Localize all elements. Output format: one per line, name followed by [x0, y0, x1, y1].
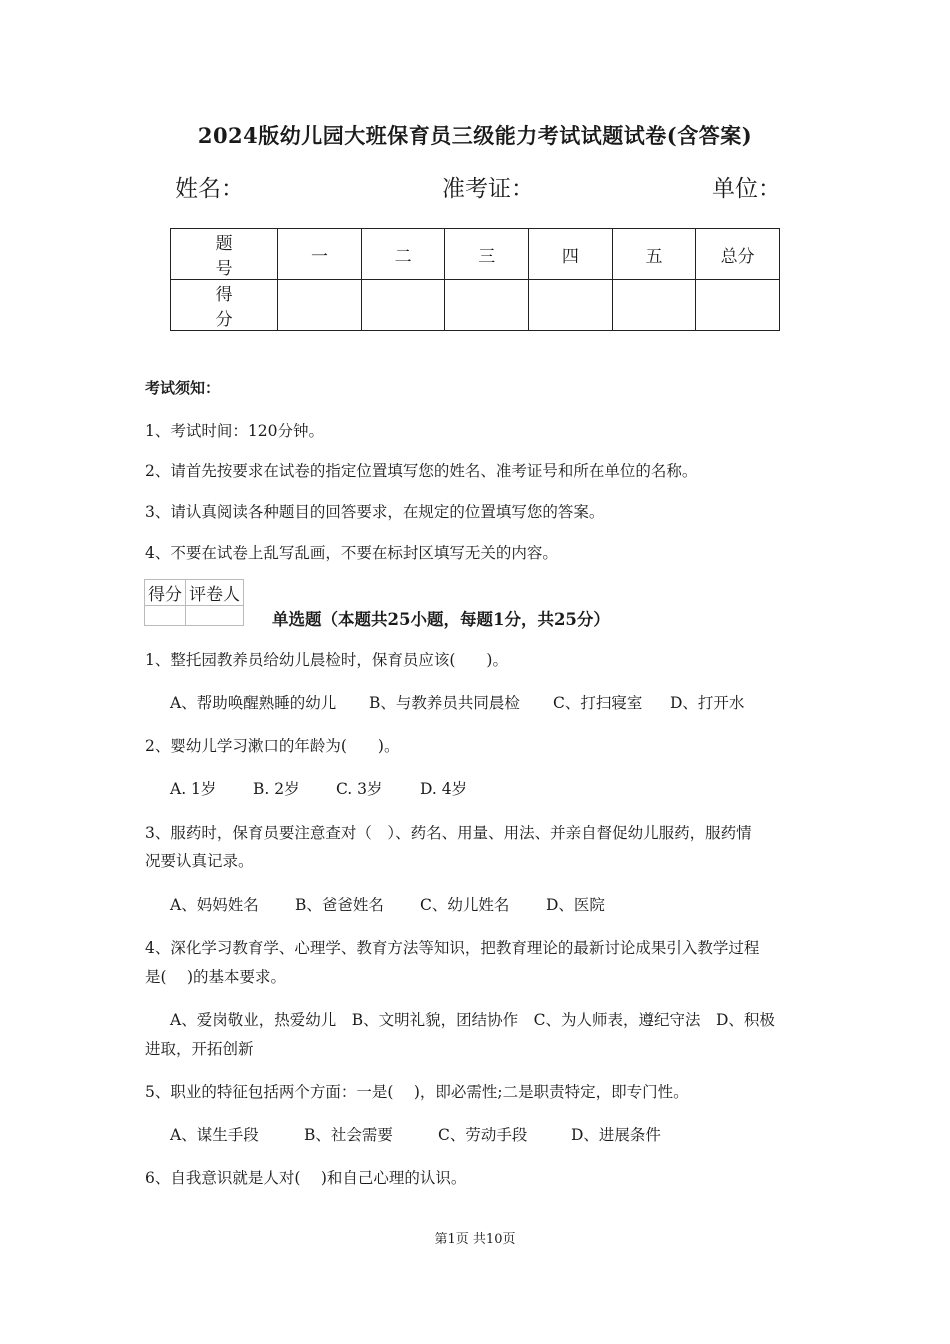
option[interactable]: C. 3岁	[336, 780, 383, 798]
exam-number-field-label: 准考证：	[442, 176, 534, 202]
page-footer: 第1页 共10页	[434, 1232, 516, 1247]
option[interactable]: C、打扫寝室	[553, 694, 643, 712]
note-item: 3、请认真阅读各种题目的回答要求，在规定的位置填写您的答案。	[145, 503, 605, 521]
option[interactable]: D、打开水	[670, 694, 745, 712]
score-input-cell[interactable]	[696, 280, 780, 331]
option[interactable]: A、帮助唤醒熟睡的幼儿	[170, 694, 337, 712]
grader-box-grader-label: 评卷人	[186, 580, 244, 606]
question-options	[170, 893, 605, 915]
question-stem: 1、整托园教养员给幼儿晨检时，保育员应该( )。	[145, 651, 508, 669]
question-stem: 6、自我意识就是人对( )和自己心理的认识。	[145, 1169, 467, 1187]
exam-title: 2024版幼儿园大班保育员三级能力考试试题试卷(含答案)	[197, 123, 753, 148]
question-stem: 况要认真记录。	[145, 852, 254, 870]
score-row-label: 得 分	[171, 280, 278, 331]
name-field-label: 姓名：	[175, 176, 244, 202]
question-options	[170, 777, 467, 799]
note-item: 1、考试时间：120分钟。	[145, 422, 324, 440]
score-input-cell[interactable]	[529, 280, 613, 331]
question-stem: 2、婴幼儿学习漱口的年龄为( )。	[145, 737, 400, 755]
option[interactable]: D、进展条件	[571, 1126, 661, 1144]
score-table-header-cell: 总分	[696, 229, 780, 280]
note-item: 4、不要在试卷上乱写乱画，不要在标封区填写无关的内容。	[145, 544, 558, 562]
score-table-header-row	[171, 229, 780, 280]
option[interactable]: A、妈妈姓名	[170, 896, 259, 914]
question-options	[170, 691, 744, 713]
score-table-header-cell: 四	[529, 229, 613, 280]
score-table-header-cell: 题 号	[171, 229, 278, 280]
notes-heading: 考试须知：	[145, 379, 221, 397]
score-table-header-cell: 一	[278, 229, 362, 280]
score-table-header-cell: 五	[612, 229, 696, 280]
option[interactable]: B. 2岁	[253, 780, 300, 798]
option[interactable]: B、与教养员共同晨检	[369, 694, 520, 712]
unit-field-label: 单位：	[712, 176, 781, 202]
option[interactable]: A. 1岁	[170, 780, 217, 798]
option[interactable]: B、社会需要	[304, 1126, 393, 1144]
score-table-header-cell: 二	[361, 229, 445, 280]
question-options[interactable]: 进取，开拓创新	[145, 1040, 254, 1058]
question-options[interactable]: A、爱岗敬业，热爱幼儿 B、文明礼貌，团结协作 C、为人师表，遵纪守法 D、积极	[170, 1011, 775, 1029]
question-options	[170, 1123, 661, 1145]
grader-box	[144, 579, 244, 626]
question-stem: 3、服药时，保育员要注意查对（ ）、药名、用量、用法、并亲自督促幼儿服药，服药情	[145, 824, 752, 842]
option[interactable]: D、医院	[546, 896, 605, 914]
note-item: 2、请首先按要求在试卷的指定位置填写您的姓名、准考证号和所在单位的名称。	[145, 462, 698, 480]
section-title: 单选题（本题共25小题，每题1分，共25分）	[272, 610, 610, 629]
score-table-header-cell: 三	[445, 229, 529, 280]
option[interactable]: C、劳动手段	[438, 1126, 528, 1144]
grader-box-score-label: 得分	[145, 580, 186, 606]
score-input-cell[interactable]	[445, 280, 529, 331]
question-stem: 4、深化学习教育学、心理学、教育方法等知识，把教育理论的最新讨论成果引入教学过程	[145, 939, 760, 957]
score-input-cell[interactable]	[278, 280, 362, 331]
question-stem: 5、职业的特征包括两个方面：一是( )，即必需性;二是职责特定，即专门性。	[145, 1083, 689, 1101]
grader-box-grader-cell[interactable]	[186, 606, 244, 626]
grader-box-score-cell[interactable]	[145, 606, 186, 626]
score-table-score-row	[171, 280, 780, 331]
candidate-fields	[0, 170, 950, 204]
score-input-cell[interactable]	[361, 280, 445, 331]
question-stem: 是( )的基本要求。	[145, 968, 287, 986]
option[interactable]: C、幼儿姓名	[420, 896, 510, 914]
option[interactable]: B、爸爸姓名	[295, 896, 384, 914]
score-table	[170, 228, 780, 331]
option[interactable]: D. 4岁	[420, 780, 468, 798]
score-input-cell[interactable]	[612, 280, 696, 331]
option[interactable]: A、谋生手段	[170, 1126, 259, 1144]
